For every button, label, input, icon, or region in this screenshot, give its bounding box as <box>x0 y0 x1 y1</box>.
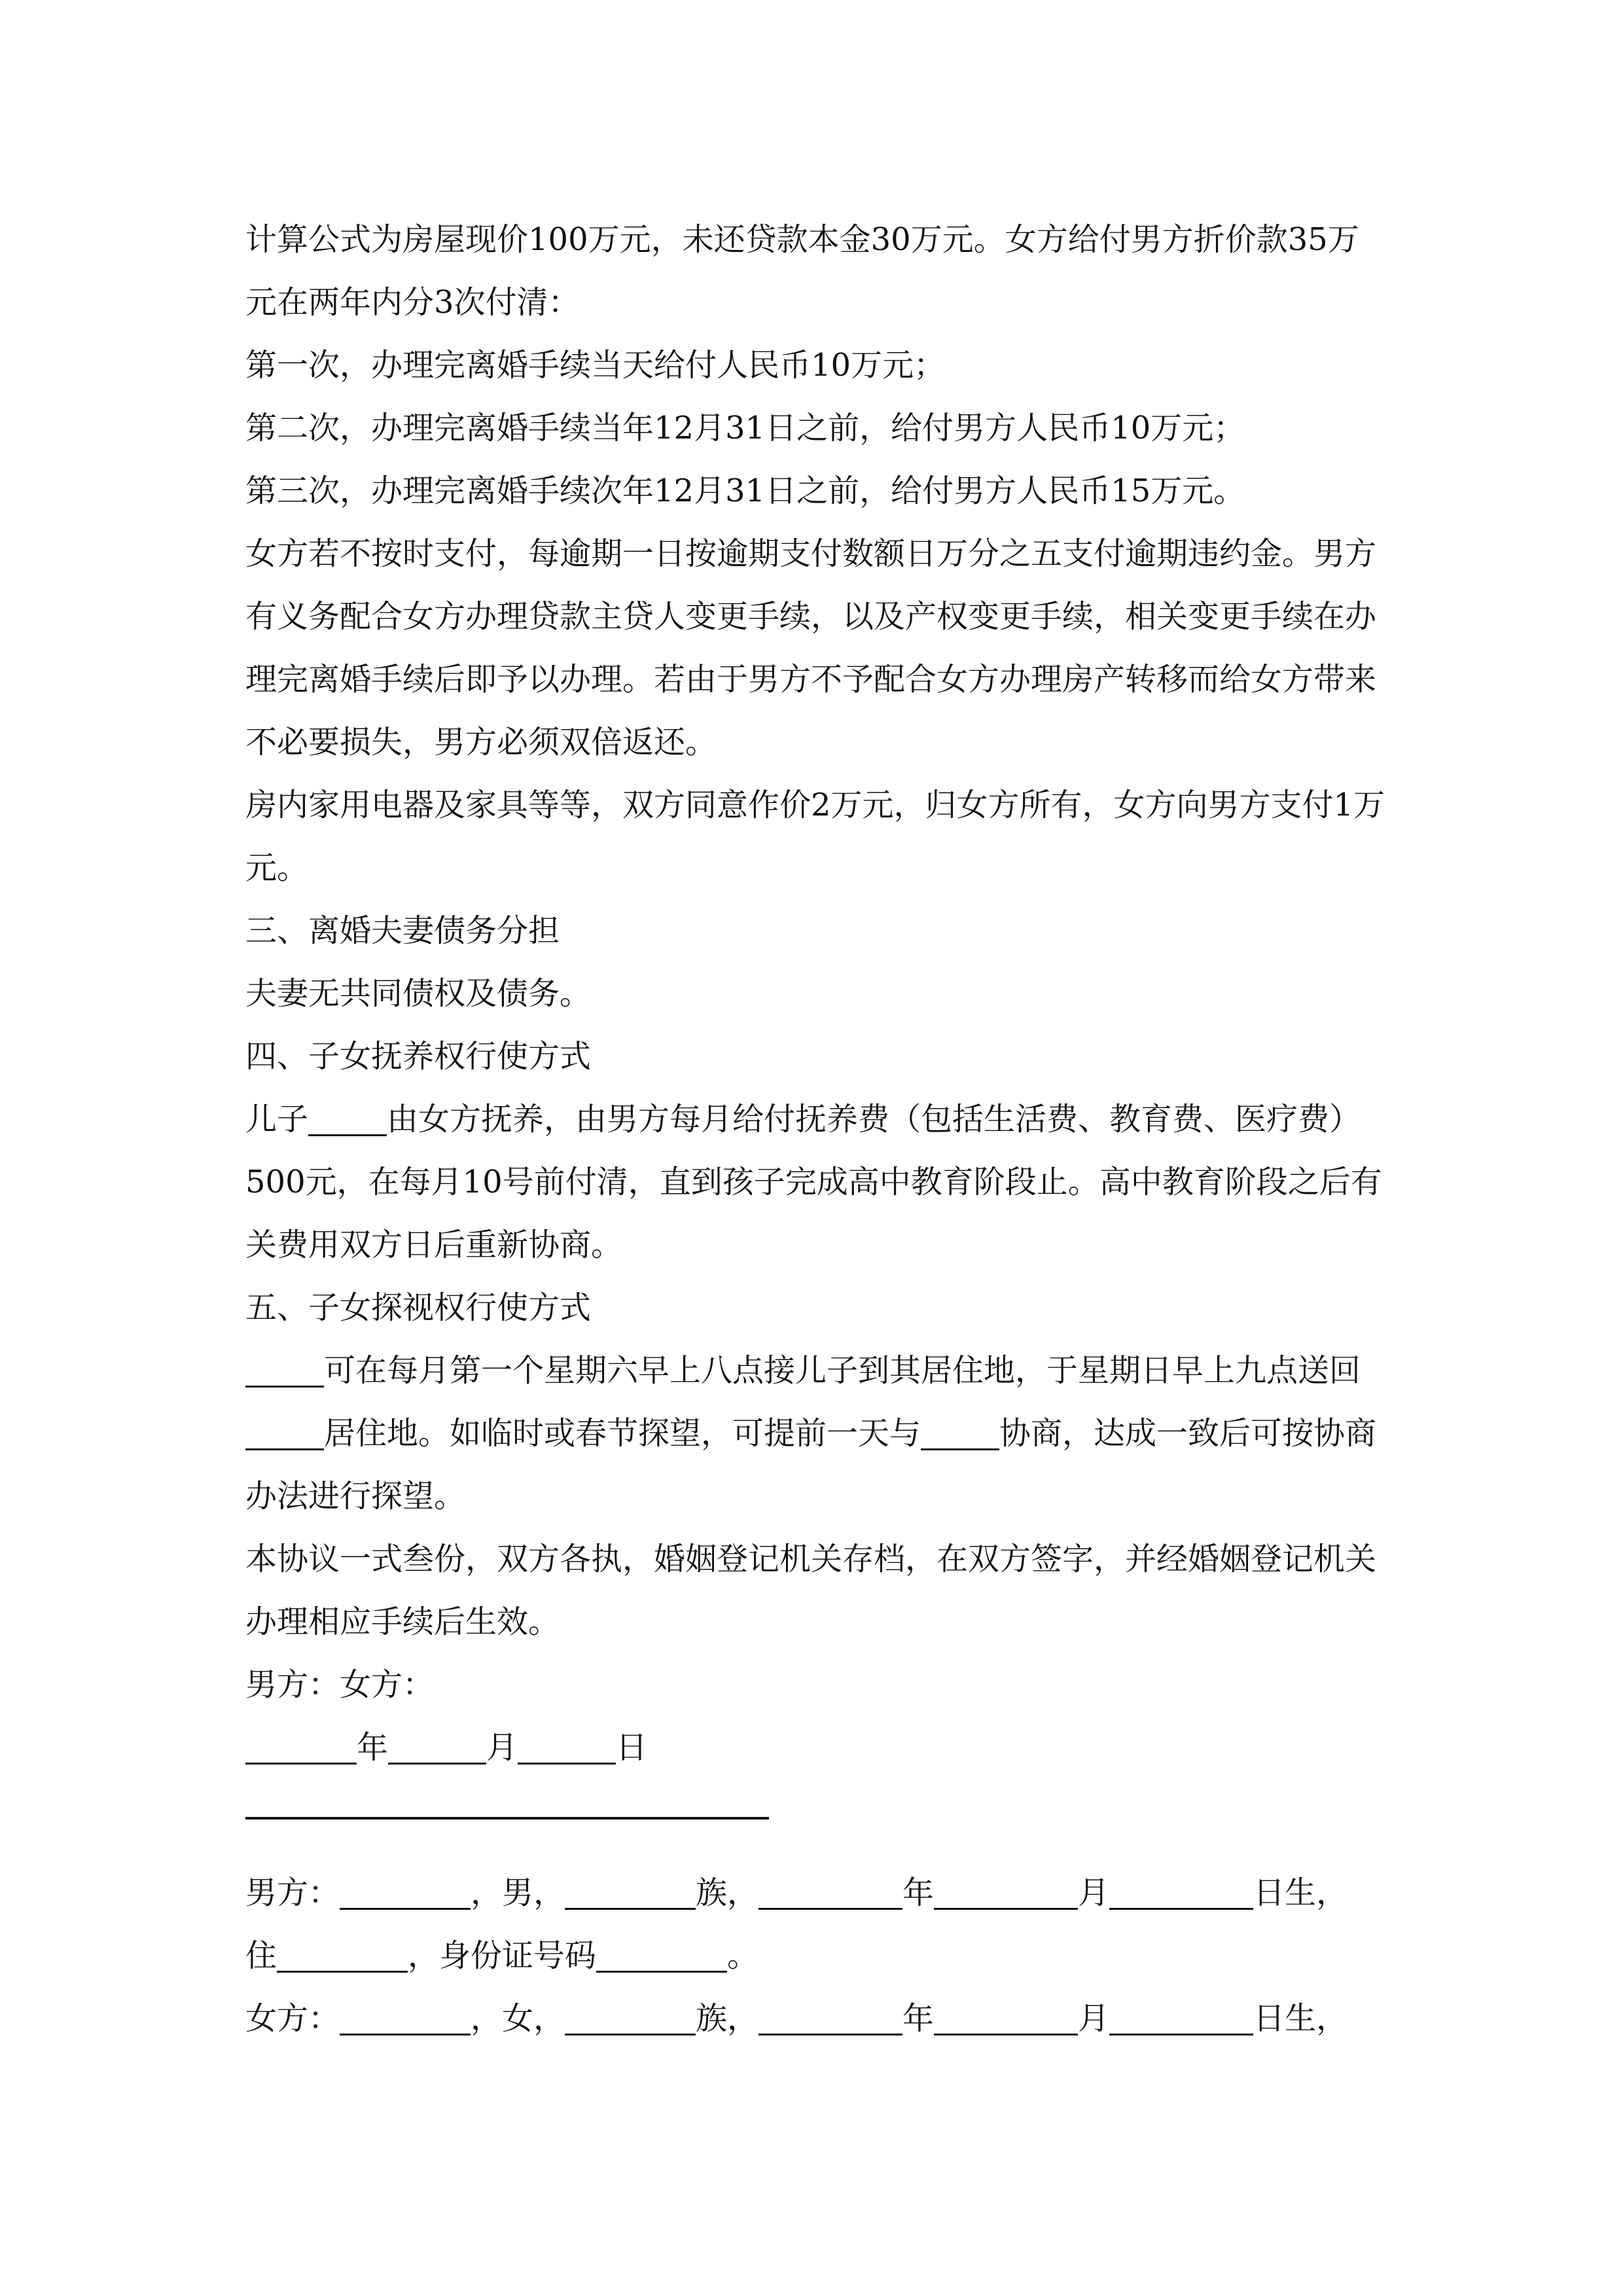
section-heading-debts: 三、离婚夫妻债务分担 <box>245 912 560 949</box>
female-ethnicity-label: 族， <box>696 2000 759 2037</box>
male-birth-month-blank[interactable] <box>934 1875 1078 1910</box>
day-blank[interactable] <box>518 1730 616 1765</box>
year-blank[interactable] <box>245 1730 357 1765</box>
paragraph-visitation <box>245 1339 1385 1528</box>
custody-prefix: 儿子 <box>245 1101 309 1138</box>
male-ethnicity-label: 族， <box>696 1874 759 1911</box>
address-label: 住 <box>245 1937 277 1974</box>
male-day-label: 日生， <box>1253 1874 1348 1911</box>
id-number-label: ，身份证号码 <box>408 1937 597 1974</box>
female-name-blank[interactable] <box>340 2001 471 2036</box>
custody-text: 由女方抚养，由男方每月给付抚养费（包括生活费、教育费、医疗费）500元，在每月10号前付清，直到孩子完成高中教育阶段止。高中教育阶段之后有关费用双方日后重新协商。 <box>245 1101 1382 1263</box>
female-birth-year-blank[interactable] <box>758 2001 902 2036</box>
day-label: 日 <box>616 1729 648 1766</box>
male-name-blank[interactable] <box>340 1875 471 1910</box>
address-end: 。 <box>727 1937 759 1974</box>
separator-rule <box>245 1817 769 1820</box>
paragraph-effective: 本协议一式叁份，双方各执，婚姻登记机关存档，在双方签字，并经婚姻登记机关办理相应手续后生效。 <box>245 1541 1377 1640</box>
address-line <box>245 1924 758 1987</box>
section-heading-custody: 四、子女抚养权行使方式 <box>245 1038 592 1075</box>
paragraph-furniture: 房内家用电器及家具等等，双方同意作价2万元，归女方所有，女方向男方支付1万元。 <box>245 787 1385 886</box>
visitor-blank[interactable] <box>245 1353 324 1388</box>
male-label: 男方： <box>245 1874 340 1911</box>
female-party-line <box>245 1987 1347 2050</box>
year-label: 年 <box>357 1729 389 1766</box>
male-birth-year-blank[interactable] <box>758 1875 902 1910</box>
female-sex: ，女， <box>471 2000 565 2037</box>
paragraph-custody <box>245 1088 1385 1276</box>
female-birth-day-blank[interactable] <box>1109 2001 1253 2036</box>
date-line <box>245 1716 647 1779</box>
signature-line: 男方：女方： <box>245 1666 435 1703</box>
paragraph-late-payment: 女方若不按时支付，每逾期一日按逾期支付数额日万分之五支付逾期违约金。男方有义务配合女方办理贷款主贷人变更手续，以及产权变更手续，相关变更手续在办理完离婚手续后即予以办理。若由于男方不予配合女方办理房产转移而给女方带来不必要损失，男方必须双倍返还。 <box>245 535 1377 761</box>
paragraph-first-payment: 第一次，办理完离婚手续当天给付人民币10万元； <box>245 347 946 384</box>
paragraph-third-payment: 第三次，办理完离婚手续次年12月31日之前，给付男方人民币15万元。 <box>245 473 1245 509</box>
section-heading-visitation: 五、子女探视权行使方式 <box>245 1289 592 1326</box>
paragraph-no-debts: 夫妻无共同债权及债务。 <box>245 975 592 1012</box>
female-year-label: 年 <box>902 2000 935 2037</box>
id-number-blank[interactable] <box>596 1938 727 1973</box>
address-blank[interactable] <box>277 1938 408 1973</box>
return-blank[interactable] <box>245 1416 324 1450</box>
consult-blank[interactable] <box>921 1416 999 1450</box>
female-month-label: 月 <box>1078 2000 1110 2037</box>
visitation-text-2: 居住地。如临时或春节探望，可提前一天与 <box>324 1415 921 1452</box>
son-name-blank[interactable] <box>308 1102 387 1136</box>
male-month-label: 月 <box>1078 1874 1110 1911</box>
female-birth-month-blank[interactable] <box>934 2001 1078 2036</box>
paragraph-formula: 计算公式为房屋现价100万元，未还贷款本金30万元。女方给付男方折价款35万元在两年内分3次付清： <box>245 221 1359 321</box>
visitation-text-3: 协商，达成一致后可按协商办法进行探望。 <box>245 1415 1377 1515</box>
paragraph-second-payment: 第二次，办理完离婚手续当年12月31日之前，给付男方人民币10万元； <box>245 410 1245 446</box>
male-ethnicity-blank[interactable] <box>565 1875 696 1910</box>
male-birth-day-blank[interactable] <box>1109 1875 1253 1910</box>
month-blank[interactable] <box>388 1730 486 1765</box>
male-year-label: 年 <box>902 1874 935 1911</box>
female-ethnicity-blank[interactable] <box>565 2001 696 2036</box>
male-sex: ，男， <box>471 1874 565 1911</box>
month-label: 月 <box>486 1729 518 1766</box>
male-party-line <box>245 1861 1347 1924</box>
female-label: 女方： <box>245 2000 340 2037</box>
visitation-text-1: 可在每月第一个星期六早上八点接儿子到其居住地，于星期日早上九点送回 <box>324 1352 1361 1389</box>
female-day-label: 日生， <box>1253 2000 1348 2037</box>
